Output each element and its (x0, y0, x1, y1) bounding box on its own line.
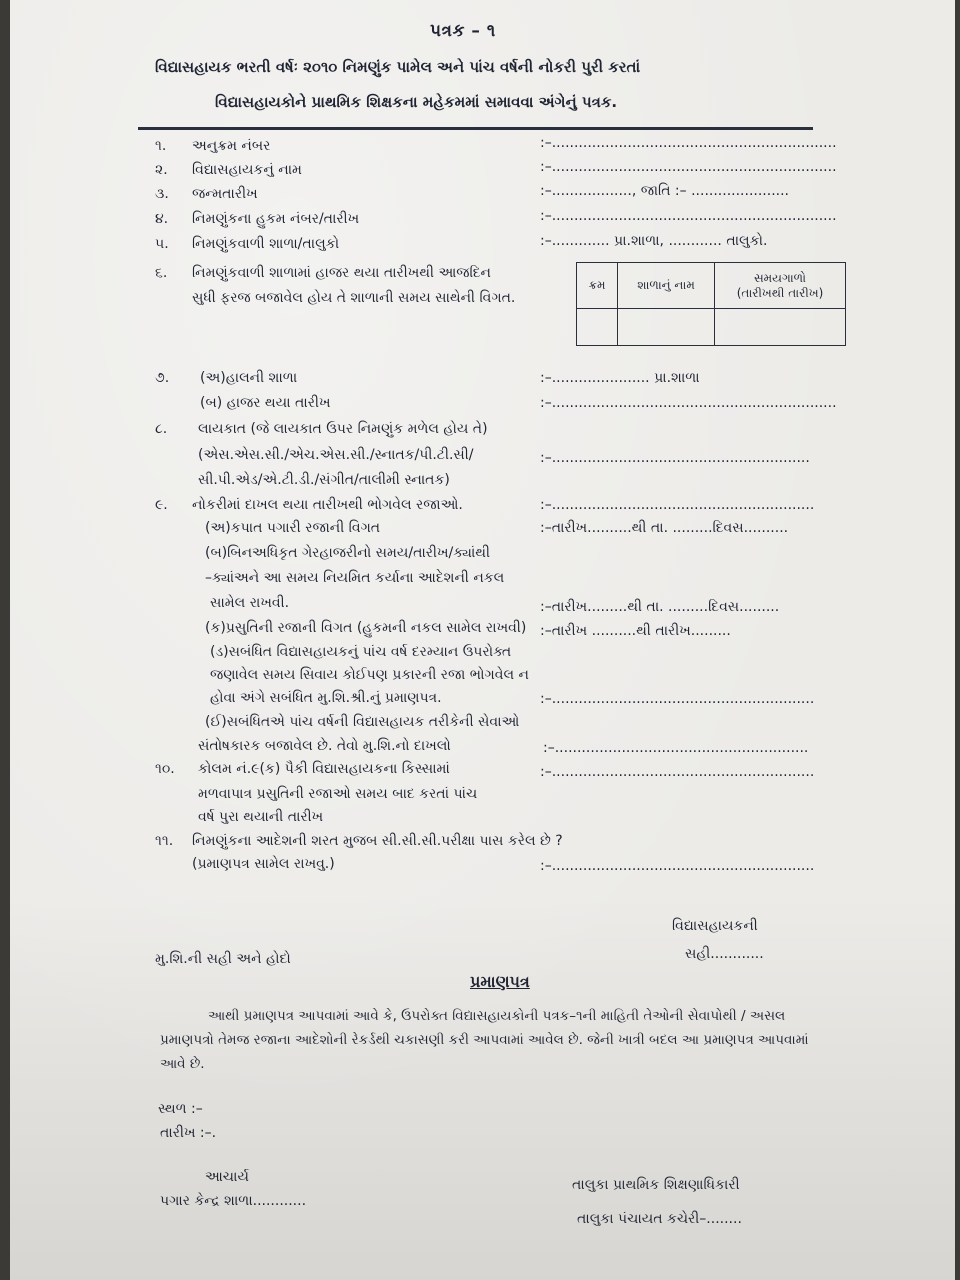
certificate-text-line3: આવે છે. (160, 1056, 205, 1072)
teacher-signature-label: વિદ્યાસહાયકની (672, 918, 758, 934)
table-header-school: શાળાનું નામ (618, 263, 715, 309)
field-label: સંતોષકારક બજાવેલ છે. તેવો મુ.શિ.નો દાખલો (198, 738, 451, 754)
row-number: ૬. (155, 265, 168, 281)
table-cell[interactable] (618, 309, 715, 346)
field-label: (બ) હાજર થયા તારીખ (200, 395, 331, 411)
certificate-text-line2: પ્રમાણપત્રો તેમજ રજાના આદેશોની રેકર્ડથી ચકાસણી કરી આપવામાં આવેલ છે. જેની ખાત્રી બદલ આ પ્રમાણપત્ર આપવામાં (160, 1032, 809, 1048)
leave-field[interactable]: :–........................................................... (540, 497, 815, 513)
field-label: નિમણુંકવાળી શાળા/તાલુકો (192, 236, 340, 252)
form-title-line2: વિદ્યાસહાયકોને પ્રાથમિક શિક્ષકના મહેકમમાં સમાવવા અંગેનું પત્રક. (215, 93, 618, 111)
place-field[interactable]: સ્થળ :– (158, 1101, 203, 1117)
field-label: (એસ.એસ.સી./એચ.એસ.સી./સ્નાતક/પી.ટી.સી/ (198, 447, 474, 463)
row-number: ૨. (155, 162, 168, 178)
appointment-order-field[interactable]: :–................................................................ (540, 208, 837, 224)
school-taluka-field[interactable]: :–............. પ્રા.શાળા, ............ તાલુકો. (540, 233, 768, 249)
field-label: નિમણુંકવાળી શાળામાં હાજર થયા તારીખથી આજદિન (192, 265, 491, 281)
row-number: ૫. (155, 236, 169, 252)
teacher-signature-field[interactable]: સહી............ (685, 946, 764, 962)
field-label: (અ)કપાત પગારી રજાની વિગત (205, 520, 381, 536)
field-label: નિમણુંકના આદેશની શરત મુજબ સી.સી.સી.પરીક્ષા પાસ કરેલ છે ? (192, 833, 563, 849)
pay-center-school-field[interactable]: પગાર કેન્દ્ર શાળા............ (160, 1193, 307, 1209)
field-label: વર્ષ પુરા થયાની તારીખ (198, 809, 324, 825)
row-number: ૯. (155, 497, 168, 513)
certificate-text-line1: આથી પ્રમાણપત્ર આપવામાં આવે કે, ઉપરોક્ત વિદ્યાસહાયકોની પત્રક–૧ની માહિતી તેઓની સેવાપોથી / અસલ (208, 1008, 786, 1024)
field-label: (ક)પ્રસુતિની રજાની વિગત (હુકમની નકલ સામેલ રાખવી) (205, 620, 527, 636)
field-label: (અ)હાલની શાળા (200, 370, 298, 386)
form-page (10, 0, 955, 1280)
field-label: જણાવેલ સમય સિવાય કોઈપણ પ્રકારની રજા ભોગવેલ ન (210, 667, 529, 683)
birthdate-caste-field[interactable]: :–.................., જાતિ :– ...................... (540, 183, 789, 199)
field-label: હોવા અંગે સબંધિત મુ.શિ.શ્રી.નું પ્રમાણપત્ર. (210, 690, 442, 706)
field-label: (ઈ)સબંધિતએ પાંચ વર્ષની વિદ્યાસહાયક તરીકેની સેવાઓ (205, 714, 520, 730)
certificate-title: પ્રમાણપત્ર (470, 972, 530, 991)
field-label: નોકરીમાં દાખલ થયા તારીખથી ભોગવેલ રજાઓ. (192, 497, 463, 513)
period-label: સમયગાળો (753, 270, 807, 285)
row-number: ૧૧. (155, 833, 174, 849)
absence-field[interactable]: :–તારીખ.........થી તા. .........દિવસ......... (540, 599, 780, 615)
table-header-period (715, 263, 846, 309)
date-field[interactable]: તારીખ :–. (160, 1125, 217, 1141)
row-number: ૩. (155, 186, 169, 202)
field-label: મળવાપાત્ર પ્રસુતિની રજાઓ સમય બાદ કરતાં પાંચ (198, 786, 478, 802)
row-number: ૮. (155, 421, 168, 437)
field-label: કોલમ નં.૯(ક) પૈકી વિદ્યાસહાયકના કિસ્સામાં (198, 761, 450, 777)
row-number: ૭. (155, 370, 170, 386)
form-title-line1: વિદ્યાસહાયક ભરતી વર્ષઃ ૨૦૧૦ નિમણુંક પામેલ અને પાંચ વર્ષની નોકરી પુરી કરતાં (155, 58, 641, 76)
row-number: ૪. (155, 211, 169, 227)
field-label: સી.પી.એડ/એ.ટી.ડી./સંગીત/તાલીમી સ્નાતક) (198, 472, 450, 488)
field-label: (બ)બિનઅધિકૃત ગેરહાજરીનો સમય/તારીખ/ક્યાંથી (205, 545, 491, 561)
maternity-leave-field[interactable]: :–તારીખ ..........થી તારીખ......... (540, 623, 731, 639)
joining-date-field[interactable]: :–................................................................ (540, 395, 837, 411)
school-history-table (576, 262, 846, 346)
principal-certificate-field[interactable]: :–........................................................... (540, 691, 815, 707)
row-number: ૧. (155, 138, 167, 154)
table-header-serial: ક્રમ (577, 263, 618, 309)
header-divider (138, 127, 813, 130)
service-satisfaction-field[interactable]: :–......................................................... (543, 740, 809, 756)
taluka-education-officer-title: તાલુકા પ્રાથમિક શિક્ષણાધિકારી (572, 1177, 740, 1193)
field-label: –ક્યાંઅને આ સમય નિયમિત કર્યાના આદેશની નકલ (205, 570, 505, 586)
field-label: જન્મતારીખ (192, 186, 258, 202)
principal-title: આચાર્ય (205, 1169, 249, 1185)
serial-number-field[interactable]: :–................................................................ (540, 135, 837, 151)
form-number: પત્રક – ૧ (430, 21, 496, 41)
principal-signature-label: મુ.શિ.ની સહી અને હોદો (155, 951, 291, 967)
field-label: વિદ્યાસહાયકનું નામ (192, 162, 302, 178)
field-label: (પ્રમાણપત્ર સામેલ રાખવુ.) (192, 856, 335, 872)
field-label: નિમણુંકના હુકમ નંબર/તારીખ (192, 211, 360, 227)
ccc-exam-field[interactable]: :–........................................................... (540, 858, 815, 874)
taluka-panchayat-office-field[interactable]: તાલુકા પંચાયત કચેરી–........ (577, 1211, 742, 1227)
field-label: (ડ)સબંધિત વિદ્યાસહાયકનું પાંચ વર્ષ દરમ્યાન ઉપરોક્ત (210, 644, 512, 660)
period-sublabel: (તારીખથી તારીખ) (736, 285, 824, 300)
field-label: સુધી ફરજ બજાવેલ હોય તે શાળાની સમય સાથેની વિગત. (192, 290, 516, 306)
name-field[interactable]: :–................................................................ (540, 159, 837, 175)
five-year-completion-field[interactable]: :–........................................................... (540, 764, 815, 780)
field-label: અનુક્રમ નંબર (192, 138, 271, 154)
table-cell[interactable] (577, 309, 618, 346)
row-number: ૧૦. (155, 761, 175, 777)
qualification-field[interactable]: :–.......................................................... (540, 450, 810, 466)
unpaid-leave-field[interactable]: :–તારીખ..........થી તા. .........દિવસ.......... (540, 520, 789, 536)
field-label: સામેલ રાખવી. (210, 595, 290, 611)
field-label: લાયકાત (જે લાયકાત ઉપર નિમણુંક મળેલ હોય તે) (198, 421, 488, 437)
table-cell[interactable] (715, 309, 846, 346)
current-school-field[interactable]: :–...................... પ્રા.શાળા (540, 370, 700, 386)
